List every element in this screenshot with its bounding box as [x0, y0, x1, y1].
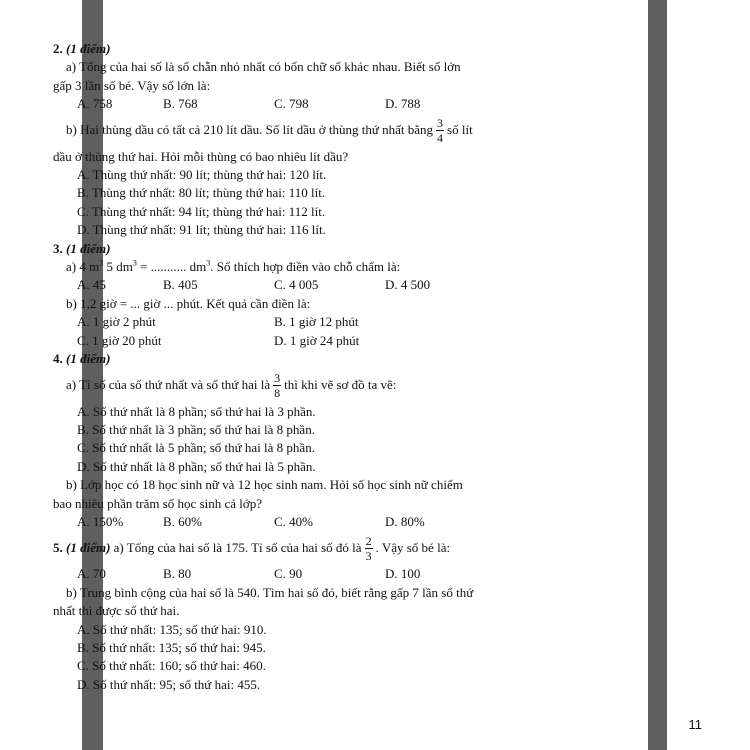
option-c: C. 4 005 — [274, 277, 319, 293]
q2a-options — [53, 95, 533, 113]
option-c: C. 1 giờ 20 phút — [77, 332, 162, 348]
question-5-heading: 5. (1 điểm) — [53, 540, 111, 556]
option-d: D. 80% — [385, 513, 425, 529]
fraction-3-8: $\frac{3}{8}$ — [274, 371, 281, 400]
fraction-3-4: $\frac{3}{4}$ — [437, 116, 444, 146]
option-a: A. 150% — [77, 513, 124, 529]
option-c: C. 40% — [274, 513, 313, 529]
option-b: B. 1 giờ 12 phút — [274, 314, 359, 330]
option-b: B. 80 — [163, 566, 192, 582]
q5a-options — [53, 565, 533, 583]
question-2-heading: 2. (1 điểm) — [53, 41, 111, 56]
option-c: C. 90 — [274, 566, 303, 582]
q5b-option-a: A. Số thứ nhất: 135; số thứ hai: 910. — [77, 621, 267, 637]
q2b-option-b: B. Thùng thứ nhất: 80 lít; thùng thứ hai: 110 lít. — [77, 185, 326, 201]
option-c: C. 798 — [274, 96, 309, 112]
option-b: B. 60% — [163, 513, 202, 529]
q5b-option-c: C. Số thứ nhất: 160; số thứ hai: 460. — [77, 658, 266, 674]
q3b-options-row-1 — [53, 313, 533, 331]
q2a-line-1: a) Tổng của hai số là số chẵn nhỏ nhất có bốn chữ số khác nhau. Biết số lớn — [66, 59, 461, 75]
q2b-option-d: D. Thùng thứ nhất: 91 lít; thùng thứ hai: 116 lít. — [77, 222, 326, 238]
q3b-line: b) 1,2 giờ = ... giờ ... phút. Kết quả cần điền là: — [66, 295, 311, 311]
q5b-option-b: B. Số thứ nhất: 135; số thứ hai: 945. — [77, 639, 266, 655]
q4a-option-a: A. Số thứ nhất là 8 phần; số thứ hai là 3 phần. — [77, 403, 316, 419]
q4a-option-c: C. Số thứ nhất là 5 phần; số thứ hai là 8 phần. — [77, 440, 315, 456]
option-d: D. 1 giờ 24 phút — [274, 332, 360, 348]
option-d: D. 788 — [385, 96, 421, 112]
option-a: A. 1 giờ 2 phút — [77, 314, 156, 330]
option-a: A. 70 — [77, 566, 106, 582]
q4a-option-d: D. Số thứ nhất là 8 phần; số thứ hai là 5 phần. — [77, 458, 316, 474]
q2a-line-2: gấp 3 lần số bé. Vậy số lớn là: — [53, 77, 211, 93]
fraction-2-3: $\frac{2}{3}$ — [365, 533, 372, 563]
option-b: B. 768 — [163, 96, 198, 112]
q2b-line-2: dầu ở thùng thứ hai. Hỏi mỗi thùng có bao nhiêu lít dầu? — [53, 148, 349, 164]
q5b-line-2: nhất thì được số thứ hai. — [53, 603, 180, 619]
q4a-option-b: B. Số thứ nhất là 3 phần; số thứ hai là 8 phần. — [77, 421, 315, 437]
q3a-line: a) 4 $m^3$ 5 $dm^3$ = ........... $dm^3$. Số thích hợp điền vào chỗ chấm là: — [66, 258, 401, 275]
page-number: 11 — [688, 717, 702, 732]
q4b-options — [53, 513, 533, 531]
worksheet-content — [53, 40, 533, 694]
option-a: A. 45 — [77, 277, 106, 293]
q5b-line-1: b) Trung bình cộng của hai số là 540. Tìm hai số đó, biết rằng gấp 7 lần số thứ — [66, 584, 474, 600]
q2b-option-a: A. Thùng thứ nhất: 90 lít; thùng thứ hai: 120 lít. — [77, 167, 327, 183]
q5b-option-d: D. Số thứ nhất: 95; số thứ hai: 455. — [77, 676, 261, 692]
option-d: D. 100 — [385, 566, 421, 582]
question-4-heading: 4. (1 điểm) — [53, 351, 111, 367]
question-3-heading: 3. (1 điểm) — [53, 240, 111, 256]
q2b-option-c: C. Thùng thứ nhất: 94 lít; thùng thứ hai: 112 lít. — [77, 203, 326, 219]
q3b-options-row-2 — [53, 332, 533, 350]
q4a-line: a) Tỉ số của số thứ nhất và số thứ hai là $\frac{3}{8}$ thì khi vẽ sơ đồ ta vẽ: — [66, 371, 397, 400]
q4b-line-2: bao nhiêu phần trăm số học sinh cả lớp? — [53, 495, 263, 511]
option-b: B. 405 — [163, 277, 198, 293]
q4b-line-1: b) Lớp học có 18 học sinh nữ và 12 học sinh nam. Hỏi số học sinh nữ chiếm — [66, 477, 463, 493]
option-d: D. 4 500 — [385, 277, 431, 293]
option-a: A. 758 — [77, 96, 113, 112]
q3a-options — [53, 276, 533, 294]
q2b-line-1: b) Hai thùng dầu có tất cả 210 lít dầu. Số lít dầu ở thùng thứ nhất bằng $\frac{3}{4}$ số lít — [66, 116, 473, 146]
q5-heading-line: 5. (1 điểm) a) Tổng của hai số là 175. Tỉ số của hai số đó là $\frac{2}{3}$ . Vậy số bé là: — [53, 533, 451, 563]
